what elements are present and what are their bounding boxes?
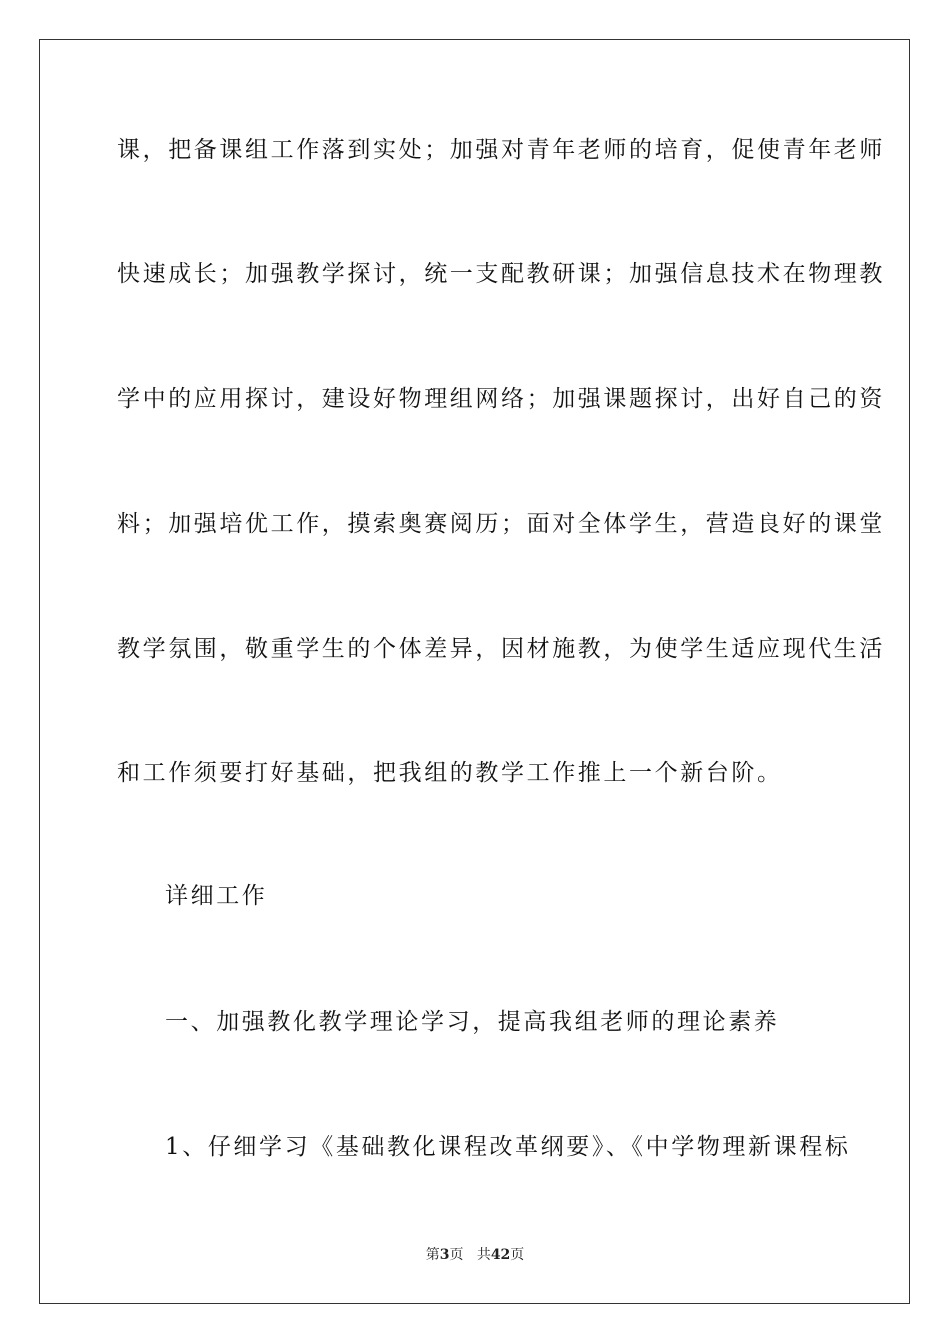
page-footer [0,1246,950,1264]
section-one-title: 一、加强教化教学理论学习，提高我组老师的理论素养 [165,1009,780,1035]
body-line-6: 和工作须要打好基础，把我组的教学工作推上一个新台阶。 [117,760,783,786]
body-line-2: 快速成长；加强教学探讨，统一支配教研课；加强信息技术在物理教 [117,261,885,287]
body-line-3: 学中的应用探讨，建设好物理组网络；加强课题探讨，出好自己的资 [117,386,885,412]
footer-page-unit: 页 [449,1247,464,1263]
page-border [39,39,910,1304]
section-heading: 详细工作 [165,883,268,909]
footer-total-pages: 42 [490,1247,511,1263]
item-one-text: 1、仔细学习《基础教化课程改革纲要》、《中学物理新课程标 [165,1134,851,1160]
footer-total-prefix: 共 [476,1247,491,1263]
body-line-5: 教学氛围，敬重学生的个体差异，因材施教，为使学生适应现代生活 [117,636,885,662]
footer-total-unit: 页 [510,1247,525,1263]
footer-prefix: 第 [425,1247,440,1263]
body-line-4: 料；加强培优工作，摸索奥赛阅历；面对全体学生，营造良好的课堂 [117,511,885,537]
body-line-1: 课，把备课组工作落到实处；加强对青年老师的培育，促使青年老师 [117,137,885,163]
footer-page-number: 3 [439,1247,450,1263]
